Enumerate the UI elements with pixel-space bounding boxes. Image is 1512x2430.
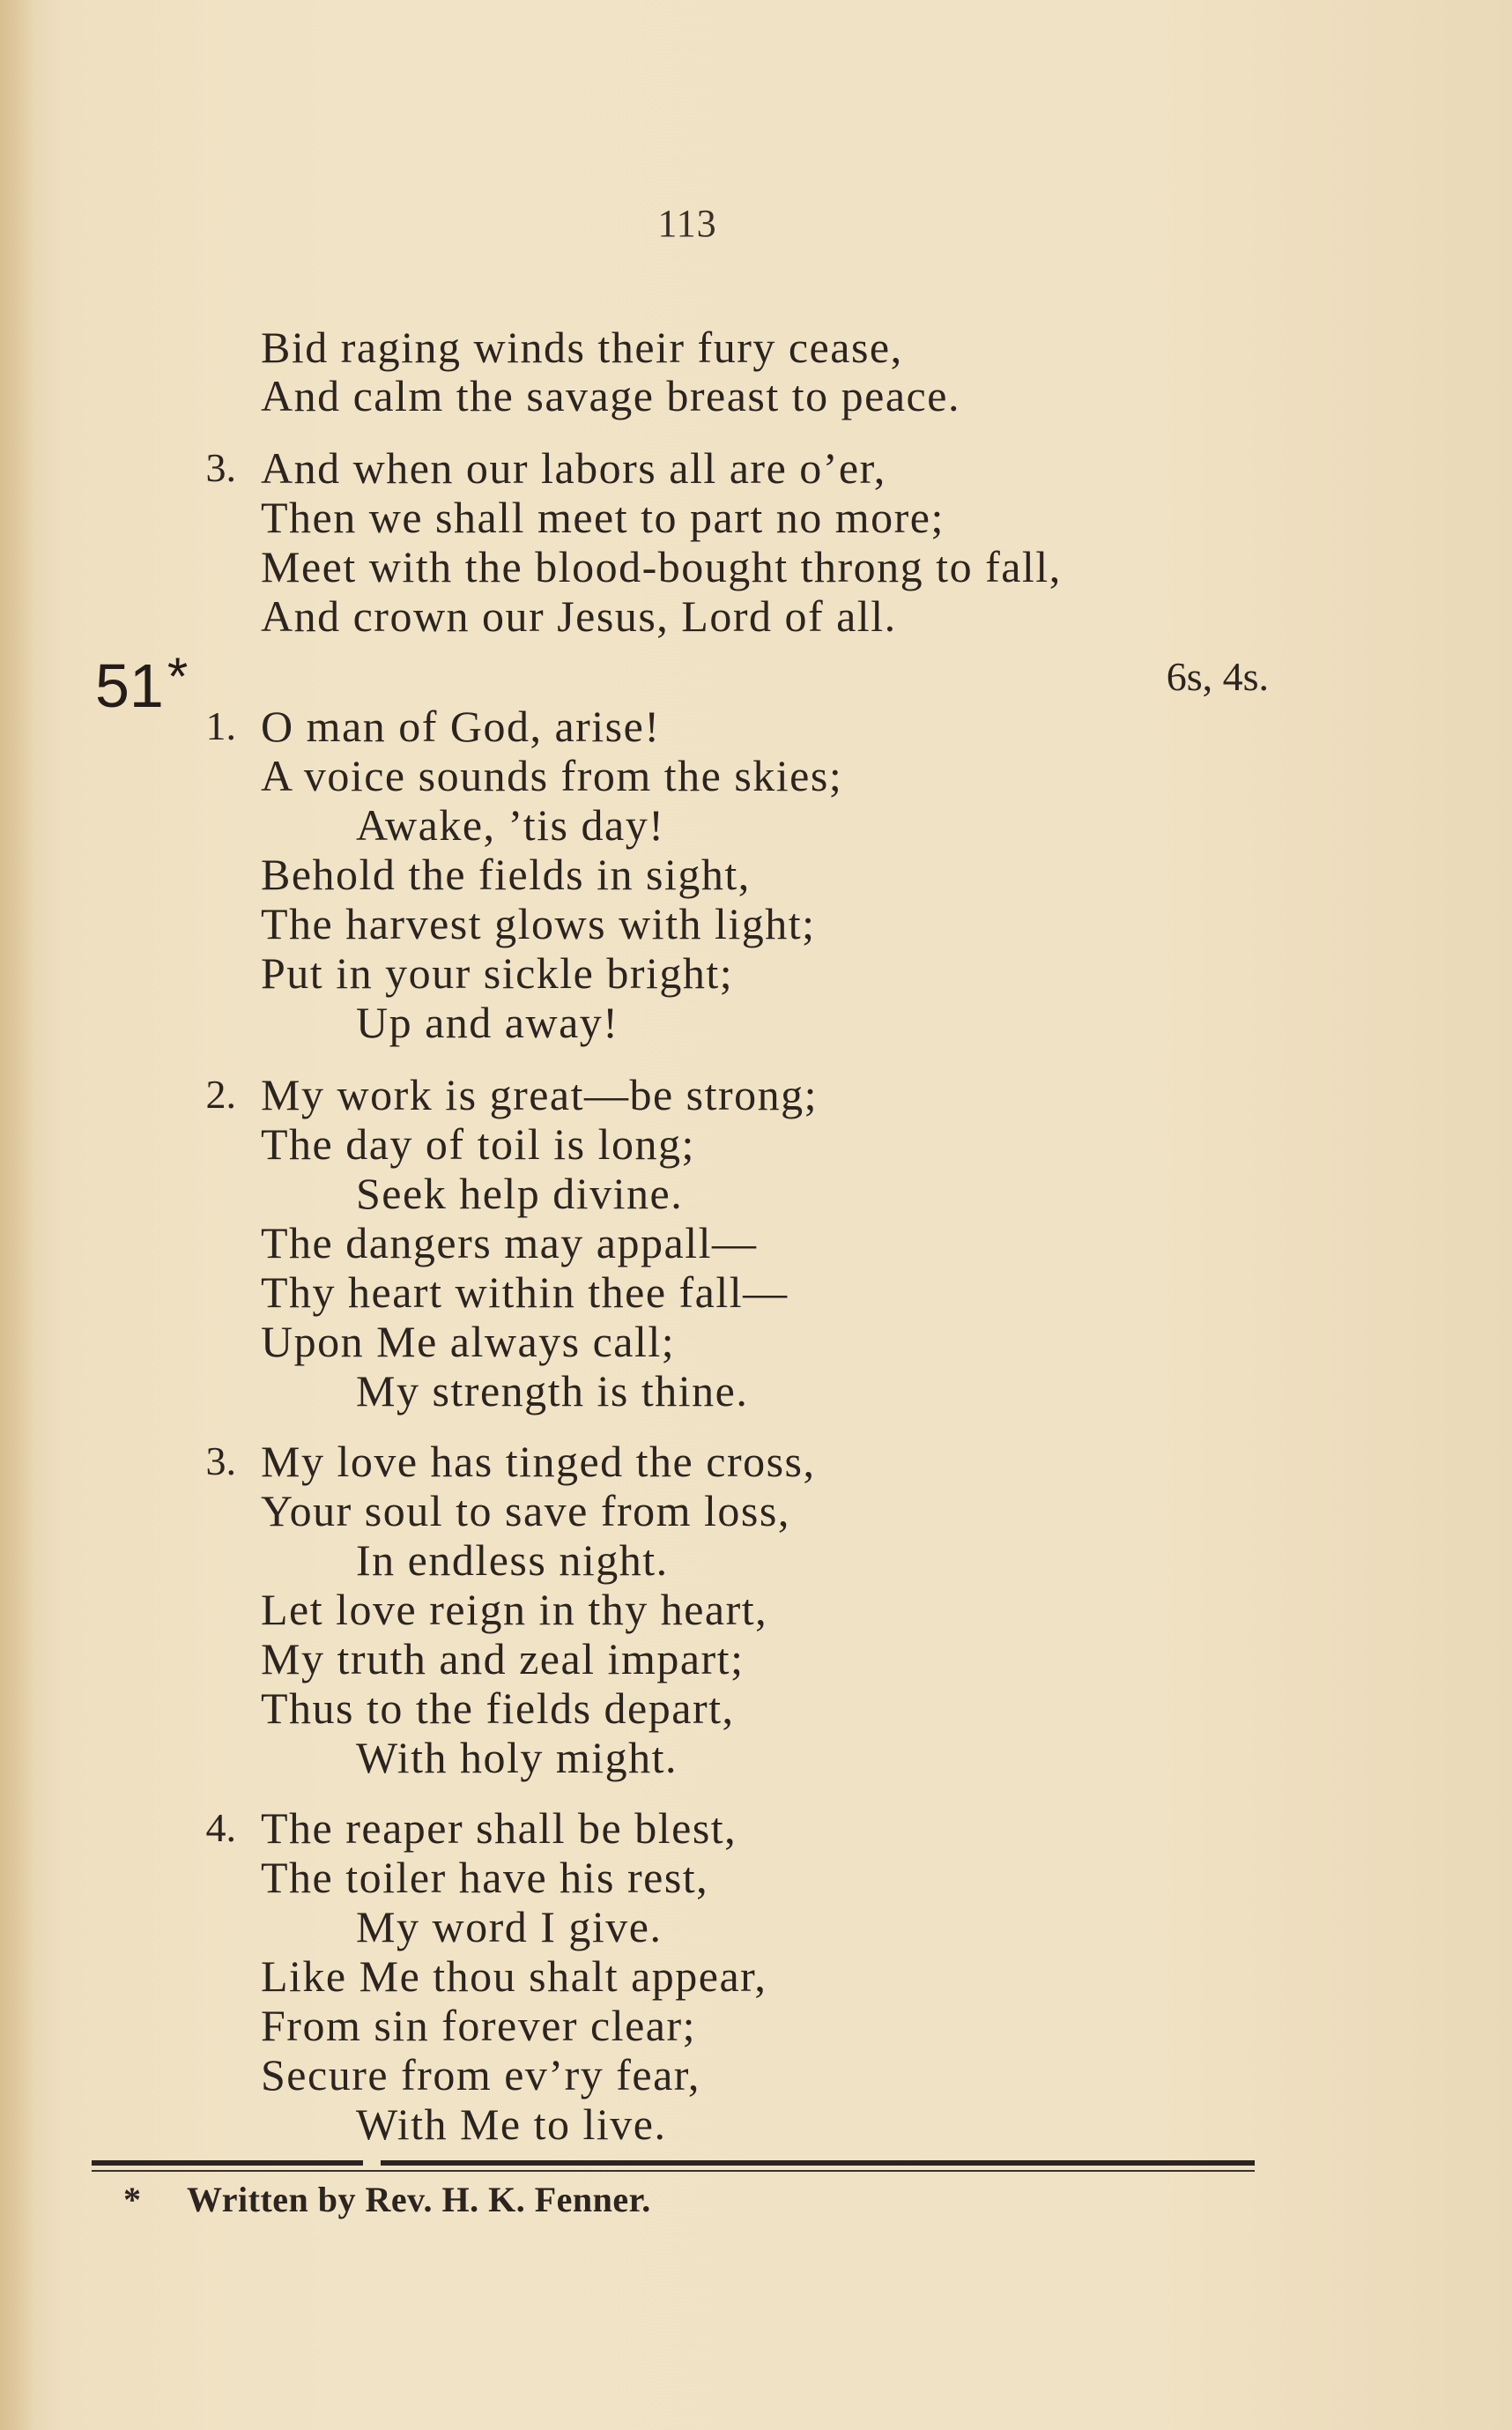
- stanza-line: Behold the fields in sight,: [261, 850, 751, 899]
- stanza-line: Your soul to save from loss,: [261, 1486, 790, 1535]
- stanza-line-indented: Up and away!: [356, 998, 619, 1047]
- stanza-line: The toiler have his rest,: [261, 1853, 709, 1902]
- stanza-line: Like Me thou shalt appear,: [261, 1951, 767, 2001]
- footnote-marker: *: [167, 647, 189, 706]
- stanza-line: The day of toil is long;: [261, 1119, 695, 1169]
- footnote-star: *: [123, 2180, 142, 2219]
- hymn-meter: 6s, 4s.: [1166, 654, 1269, 699]
- stanza-line-indented: My word I give.: [356, 1902, 663, 1951]
- verse-number: 3.: [205, 1438, 236, 1483]
- footnote-rule-thin: [92, 2170, 1255, 2172]
- footnote-rule-short: [92, 2160, 363, 2166]
- page-edge-shadow: [0, 0, 35, 2430]
- hymn-number-value: 51: [95, 651, 164, 720]
- stanza-line: Put in your sickle bright;: [261, 948, 734, 998]
- stanza-line: My work is great—be strong;: [261, 1070, 819, 1119]
- stanza-line: And calm the savage breast to peace.: [261, 371, 960, 420]
- stanza-line-indented: With Me to live.: [356, 2099, 667, 2149]
- stanza-line: My truth and zeal impart;: [261, 1634, 745, 1683]
- stanza-line: Let love reign in thy heart,: [261, 1585, 768, 1634]
- verse-number: 1.: [205, 703, 236, 748]
- stanza-line: Then we shall meet to part no more;: [261, 493, 945, 542]
- footnote-text: Written by Rev. H. K. Fenner.: [187, 2180, 651, 2219]
- stanza-line-indented: Seek help divine.: [356, 1169, 684, 1218]
- stanza-line-indented: In endless night.: [356, 1535, 669, 1585]
- stanza-line: And crown our Jesus, Lord of all.: [261, 591, 897, 641]
- stanza-line: The reaper shall be blest,: [261, 1803, 737, 1853]
- stanza-line-indented: With holy might.: [356, 1733, 678, 1782]
- verse-number: 3.: [205, 445, 236, 490]
- stanza-line: Bid raging winds their fury cease,: [261, 323, 903, 372]
- stanza-line: A voice sounds from the skies;: [261, 751, 843, 800]
- stanza-line: Secure from ev’ry fear,: [261, 2050, 700, 2099]
- verse-number: 4.: [205, 1805, 236, 1850]
- stanza-line: Upon Me always call;: [261, 1317, 676, 1366]
- stanza-line-indented: My strength is thine.: [356, 1366, 749, 1416]
- stanza-line: O man of God, arise!: [261, 702, 661, 751]
- stanza-line: And when our labors all are o’er,: [261, 443, 886, 493]
- stanza-line: My love has tinged the cross,: [261, 1437, 816, 1486]
- hymn-number: [95, 642, 188, 721]
- footnote-rule-long: [381, 2160, 1255, 2166]
- stanza-line: The dangers may appall—: [261, 1218, 758, 1267]
- stanza-line: The harvest glows with light;: [261, 899, 816, 948]
- stanza-line-indented: Awake, ’tis day!: [356, 800, 665, 850]
- page-number: 113: [657, 202, 717, 245]
- stanza-line: From sin forever clear;: [261, 2001, 697, 2050]
- stanza-line: Meet with the blood-bought throng to fall,: [261, 542, 1062, 591]
- verse-number: 2.: [205, 1072, 236, 1117]
- stanza-line: Thus to the fields depart,: [261, 1683, 735, 1733]
- stanza-line: Thy heart within thee fall—: [261, 1267, 789, 1317]
